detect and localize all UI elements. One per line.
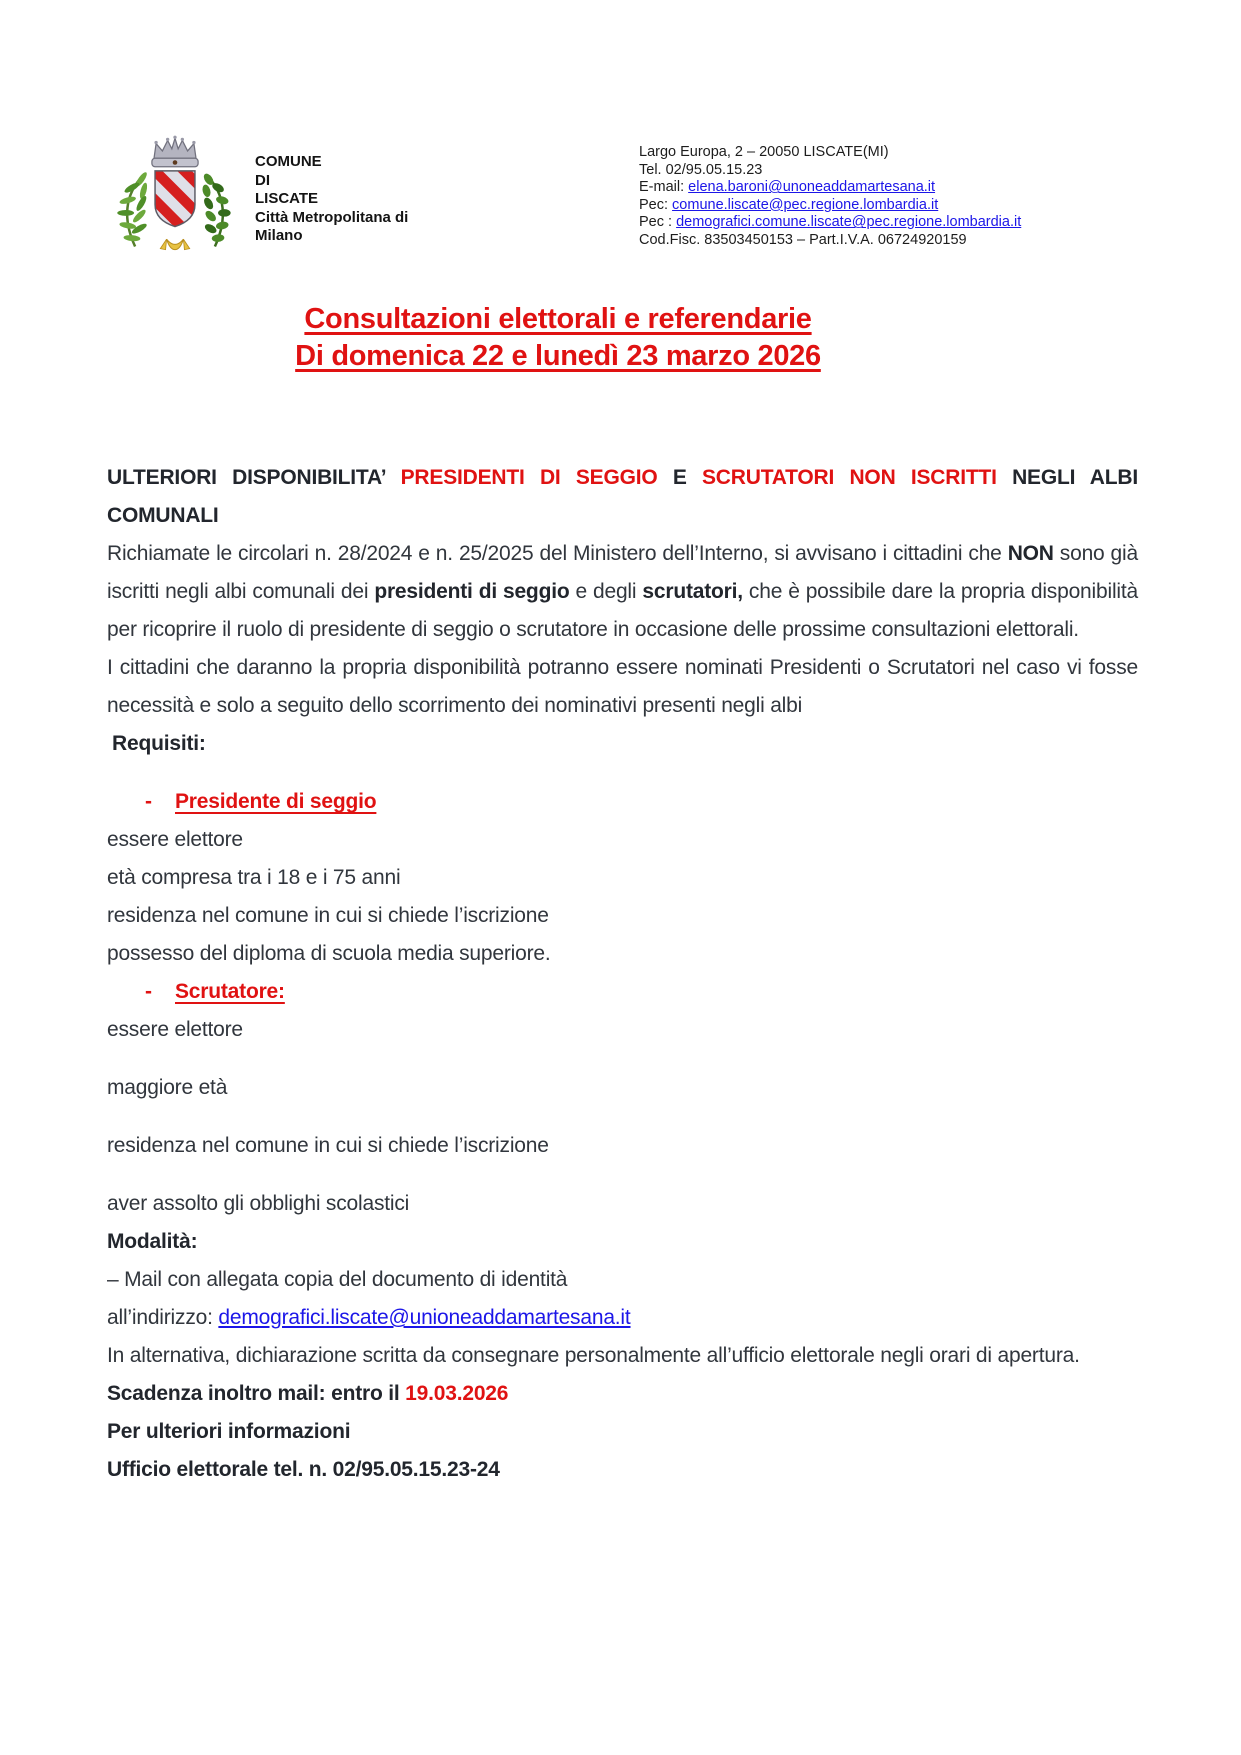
requirement-item: aver assolto gli obblighi scolastici [107, 1192, 410, 1215]
ribbon-icon [160, 239, 189, 250]
pec1-link[interactable]: comune.liscate@pec.regione.lombardia.it [672, 196, 939, 213]
requirement-item: età compresa tra i 18 e i 75 anni [107, 866, 401, 889]
requisiti-heading: Requisiti: [112, 732, 206, 755]
oak-branch-icon [201, 172, 230, 247]
notice-title-line1: Consultazioni elettorali e referendarie [304, 303, 812, 335]
contact-fiscal-codes: Cod.Fisc. 83503450153 – Part.I.V.A. 06724920159 [639, 231, 967, 248]
pec1-label: Pec: [639, 196, 673, 213]
municipality-name-block [255, 153, 408, 246]
contact-address: Largo Europa, 2 – 20050 LISCATE(MI) [639, 144, 889, 160]
municipality-subtitle-line: Città Metropolitana di [255, 208, 409, 226]
municipality-subtitle-line: Milano [255, 227, 303, 244]
list-title-text: Presidente di seggio [175, 790, 377, 813]
subject-part-dark: E [657, 466, 702, 489]
list-dash: - [145, 790, 152, 813]
address-prefix: all’indirizzo: [107, 1306, 219, 1329]
notice-title-line2: Di domenica 22 e lunedì 23 marzo 2026 [295, 340, 821, 372]
pec2-label: Pec : [639, 214, 677, 231]
notice-subject-heading [107, 459, 1138, 535]
subject-part-dark: NEGLI ALBI COMUNALI [107, 466, 1138, 527]
list-dash: - [145, 980, 152, 1003]
subject-part-red-scrutatori: SCRUTATORI NON ISCRITTI [701, 466, 997, 489]
modalita-line-alternative: In alternativa, dichiarazione scritta da consegnare personalmente all’ufficio elettorale negli orari di apertura. [107, 1344, 1080, 1367]
modalita-line-address [107, 1299, 1138, 1337]
list-title-text: Scrutatore: [175, 980, 285, 1003]
intro-bold-non: NON [1007, 542, 1054, 565]
pec2-link[interactable]: demografici.comune.liscate@pec.regione.lombardia.it [676, 214, 1022, 231]
crown-icon [152, 136, 198, 167]
notice-title [107, 301, 1009, 375]
list-title-presidente [107, 783, 1138, 821]
liscate-coat-of-arms-logo [112, 131, 238, 257]
deadline-label: Scadenza inoltro mail: entro il [107, 1382, 406, 1405]
modalita-line-mail: – Mail con allegata copia del documento di identità [107, 1268, 568, 1291]
contact-email-line [639, 179, 1021, 197]
contact-pec1-line [639, 197, 1021, 215]
modalita-heading: Modalità: [107, 1230, 198, 1253]
intro-bold-presidenti: presidenti di seggio [374, 580, 570, 603]
info-line-1: Per ulteriori informazioni [107, 1420, 351, 1443]
requirement-item: essere elettore [107, 1018, 243, 1041]
email-link[interactable]: elena.baroni@unoneaddamartesana.it [688, 179, 936, 196]
intro-bold-scrutatori: scrutatori, [642, 580, 743, 603]
intro-text: e degli [569, 580, 643, 603]
info-line-2: Ufficio elettorale tel. n. 02/95.05.15.23-24 [107, 1458, 500, 1481]
requirement-item: possesso del diploma di scuola media superiore. [107, 942, 551, 965]
contact-pec2-line [639, 214, 1021, 232]
olive-branch-icon [117, 171, 148, 247]
deadline-line [107, 1375, 1138, 1413]
list-title-scrutatore [107, 973, 1138, 1011]
requirement-item: residenza nel comune in cui si chiede l’iscrizione [107, 904, 549, 927]
intro-paragraph-1 [107, 535, 1138, 649]
municipality-name-line: COMUNE [255, 153, 322, 170]
contact-tel: Tel. 02/95.05.15.23 [639, 161, 763, 178]
intro-paragraph-2: I cittadini che daranno la propria disponibilità potranno essere nominati Presidenti o Scrutatori nel caso vi fosse necessità e solo a seguito dello scorrimento dei nominativi presenti negli albi [107, 656, 1138, 717]
requirement-item: essere elettore [107, 828, 243, 851]
subject-part-dark: ULTERIORI DISPONIBILITA’ [107, 466, 401, 489]
intro-text: Richiamate le circolari n. 28/2024 e n. 25/2025 del Ministero dell’Interno, si avvisano i cittadini che [107, 542, 1008, 565]
notice-body [107, 459, 1138, 1489]
municipality-name-line: LISCATE [255, 190, 319, 207]
subject-part-red-presidenti: PRESIDENTI DI SEGGIO [400, 466, 658, 489]
email-label: E-mail: [639, 179, 689, 196]
header-contact-block [639, 144, 1021, 250]
requirement-item: residenza nel comune in cui si chiede l’iscrizione [107, 1134, 549, 1157]
intro-text: sono già iscritti negli albi comunali dei [107, 542, 1138, 603]
municipality-name-line: DI [255, 171, 270, 189]
demografici-email-link[interactable]: demografici.liscate@unioneaddamartesana.it [218, 1306, 631, 1329]
requirement-item: maggiore età [107, 1076, 228, 1099]
intro-text: che è possibile dare la propria disponibilità per ricoprire il ruolo di presidente di seggio o scrutatore in occasione delle prossime consultazioni elettorali. [107, 580, 1138, 641]
deadline-date: 19.03.2026 [405, 1382, 509, 1405]
